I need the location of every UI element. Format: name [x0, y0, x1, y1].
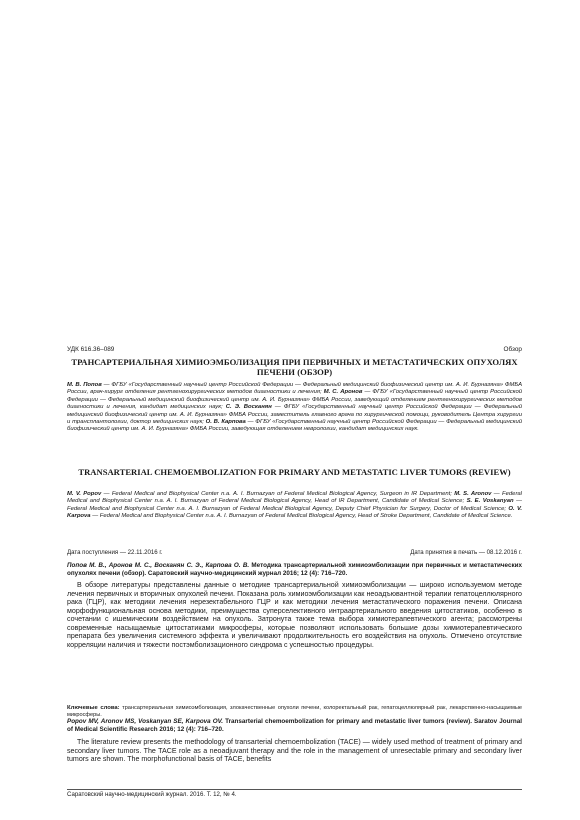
udk-code: УДК 616.36–089 — [67, 346, 115, 353]
citation-ru — [67, 562, 522, 578]
author-affiliation: — Federal Medical and Biophysical Center n.a. A. I. Burnazyan of Federal Medical Biological Agency, Head of Stroke Department, Candidate of Medical Science. — [90, 513, 513, 520]
author-affiliation: — Federal Medical and Biophysical Center n.a. A. I. Burnazyan of Federal Medical Biological Agency, Head of IR Department, Candidate of Medical Science; — [67, 491, 522, 505]
author-name: M. S. Aronov — [454, 491, 492, 497]
author-affiliation: — ФГБУ «Государственный научный центр Российской Федерации — Федеральный медицинский биофизический центр им. А. И. Бурназяна» ФМБА России, заведующая отделением неврологии, кандидат медицинских наук. — [67, 419, 522, 433]
abstract-ru: В обзоре литературы представлены данные о методике трансартериальной химиоэмболизации — широко используемом методе лечения первичных и вторичных опухолей печени. Показана роль химиоэмболизации как неоадъювантной терапии гепатоцеллюлярного рака (ГЦР), как методики лечения нерезектабельного ГЦР и как методики лечения метастатического поражения печени. Описана морфофункциональная основа методики, преимущества суперселективного интраартериального введения цитостатиков, особенно в сочетании с ишемическим воздействием на опухоль. Затронута также тема выбора химиотерапевтического агента; рассмотрены современные насыщаемые цитостатиками микросферы, которые позволяют использовать большие дозы химиотерапевтического препарата без увеличения системного эффекта и увеличивают продолжительность его воздействия на опухоль. Отмечено отсутствие корреляции наличия и тяжести постэмболизационного синдрома с успешностью процедуры. — [67, 581, 522, 649]
author-info-en — [67, 491, 522, 545]
author-name: O. V. Karpova — [67, 505, 522, 520]
page-header — [67, 344, 522, 355]
author-name: М. С. Аронов — [323, 389, 363, 396]
rubric-label: Обзор — [503, 346, 522, 353]
accepted-date: Дата принятия в печать — 08.12.2016 г. — [410, 549, 522, 556]
journal-footer: Саратовский научно-медицинский журнал. 2016. Т. 12, № 4. — [67, 791, 237, 798]
author-affiliation: — ФГБУ «Государственный научный центр Российской Федерации — Федеральный медицинский биофизический центр им. А. И. Бурназяна» ФМБА России, заместитель главного врача по хирургической помощи, руководитель Центра хирургии и трансплантологии, доктор медицинских наук; — [67, 404, 522, 426]
author-affiliation: — Federal Medical and Biophysical Center n.a. A. I. Burnazyan of Federal Medical Biological Agency, Deputy Chief Physician for Surgery, Doctor of Medical Science; — [67, 498, 523, 512]
received-date: Дата поступления — 22.11.2016 г. — [67, 549, 163, 556]
submission-dates — [67, 548, 522, 558]
author-name: М. В. Попов — [67, 382, 102, 388]
author-affiliation: — ФГБУ «Государственный научный центр Российской Федерации — Федеральный медицинский биофизический центр им. А. И. Бурназяна» ФМБА России, заведующий отделением рентгенохирургических методов диагностики и лечения, кандидат медицинских наук; — [67, 389, 522, 411]
article-title-ru: ТРАНСАРТЕРИАЛЬНАЯ ХИМИОЭМБОЛИЗАЦИЯ ПРИ ПЕРВИЧНЫХ И МЕТАСТАТИЧЕСКИХ ОПУХОЛЯХ ПЕЧЕНИ (ОБЗОР) — [71, 357, 518, 377]
citation-authors: Попов М. В., Аронов М. С., Восканян С. Э., Карпова О. В. — [67, 562, 250, 569]
author-affiliation: — ФГБУ «Государственный научный центр Российской Федерации — Федеральный медицинский биофизический центр им. А. И. Бурназяна» ФМБА России, врач-хирург отделения рентгенохирургических методов диагностики и лечения; — [67, 382, 522, 396]
author-name: С. Э. Восканян — [225, 404, 272, 411]
footer-divider — [67, 789, 522, 790]
abstract-en: The literature review presents the methodology of transarterial chemoembolization (TACE) — widely used method of treatment of primary and secondary liver tumors. The TACE role as a neoadjuvant therapy and the role in the management of unresectable primary and secondary liver tumors are shown. The morphofunctional basis of TACE, benefits — [67, 738, 522, 763]
keywords-text: трансартериальная химиоэмболизация, злокачественные опухоли печени, колоректальный рак, гепатоцеллюлярный рак, лекарственно-насыщаемые микросферы. — [67, 705, 522, 718]
citation-authors: Popov MV, Aronov MS, Voskanyan SE, Karpova OV. — [67, 718, 224, 725]
author-affiliation: — Federal Medical and Biophysical Center n.a. A. I. Burnazyan of Federal Medical Biological Agency, Surgeon in IR Department; — [101, 491, 455, 497]
citation-en — [67, 718, 522, 734]
citation-text: Transarterial chemoembolization for primary and metastatic liver tumors (review). Saratov Journal of Medical Scientific Research 2016; 12 (4): 716–720. — [67, 718, 522, 733]
author-name: О. В. Карпова — [205, 419, 246, 426]
article-title-en: TRANSARTERIAL CHEMOEMBOLIZATION FOR PRIMARY AND METASTATIC LIVER TUMORS (REVIEW) — [78, 467, 511, 477]
author-name: M. V. Popov — [67, 491, 102, 497]
keywords-label: Ключевые слова: — [67, 705, 120, 711]
citation-text: Методика трансартериальной химиоэмболизации при первичных и метастатических опухолях печени (обзор). Саратовский научно-медицинский журнал 2016; 12 (4): 716–720. — [67, 562, 522, 577]
author-name: S. E. Voskanyan — [466, 498, 514, 505]
keywords — [67, 705, 522, 719]
author-info-ru — [67, 382, 522, 464]
